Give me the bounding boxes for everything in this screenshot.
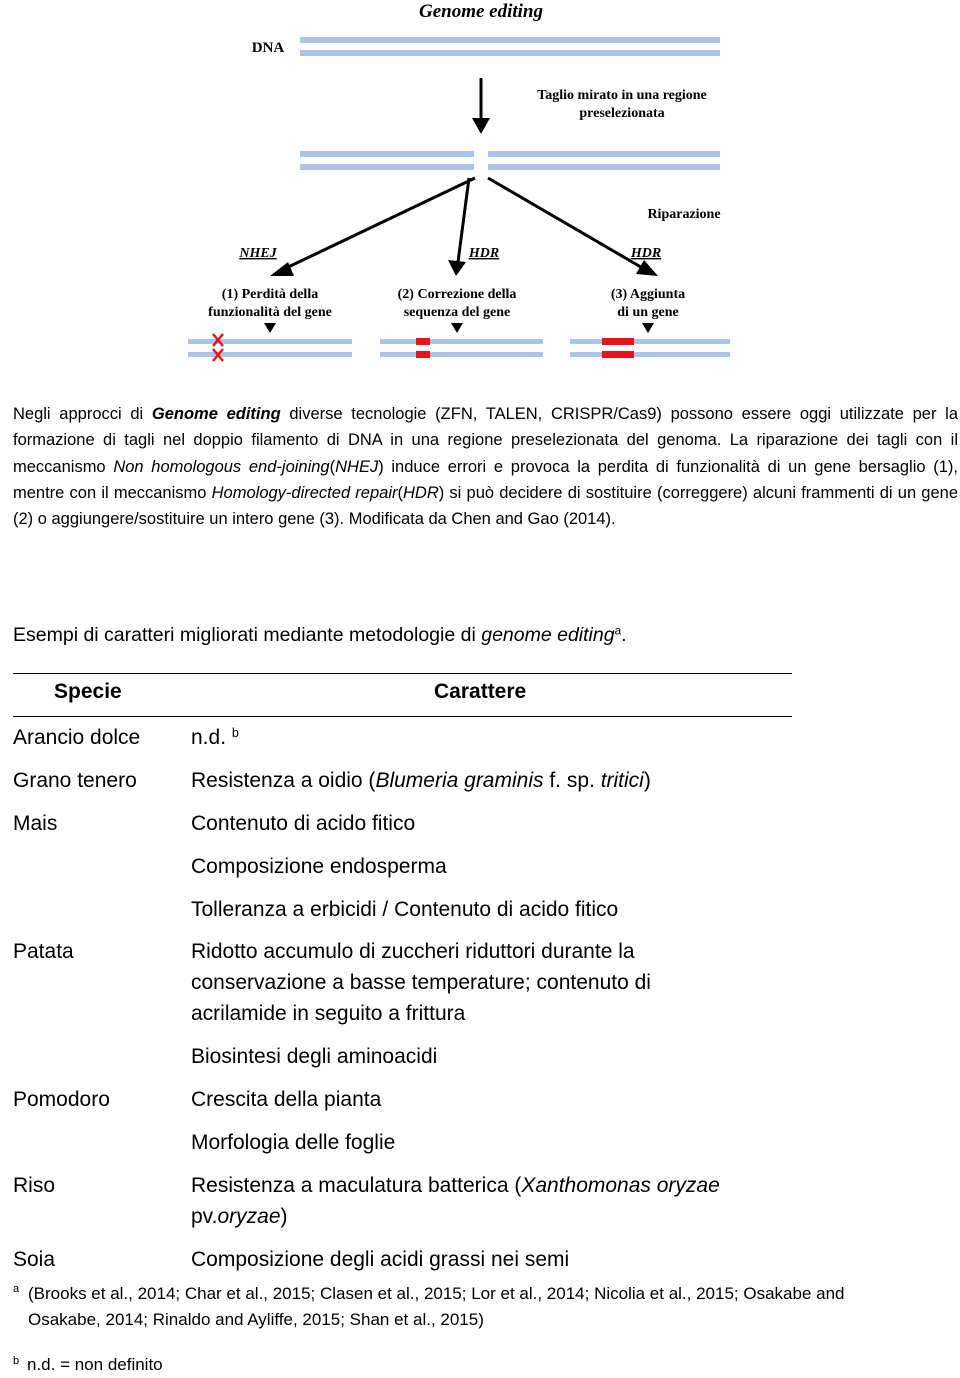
trait-oidio: Resistenza a oidio (Blumeria graminis f. sp. tritici) (191, 769, 651, 792)
corrected-segment (416, 338, 430, 345)
pointer-1-icon (264, 323, 276, 333)
repair-label: Riparazione (647, 207, 721, 222)
pointer-3-icon (642, 323, 654, 333)
table-top-rule (13, 673, 792, 674)
branch-2-label-line2: sequenza del gene (403, 305, 511, 320)
footnote-b: n.d. = non definito (27, 1355, 163, 1374)
footnote-a: (Brooks et al., 2014; Char et al., 2015; Clasen et al., 2015; Lor et al., 2014; Nicolia et al., 2015; Osakabe and Osakabe, 2014; Rinaldo and Ayliffe, 2015; Shan et al., 2015) (28, 1284, 845, 1329)
species-grano: Grano tenero (13, 769, 137, 792)
inserted-gene-segment (602, 338, 634, 345)
figure-caption: Negli approcci di Genome editing diverse tecnologie (ZFN, TALEN, CRISPR/Cas9) possono essere oggi utilizzate per la formazione di tagli nel doppio filamento di DNA in una regione preselezionata del genoma. La riparazione dei tagli con il meccanismo Non homologous end-joining(NHEJ) induce errori e provoca la perdita di funzionalità di un gene bersaglio (1), mentre con il meccanismo Homology-directed repair(HDR) si può decidere di sostituire (correggere) alcuni frammenti di un gene (2) o aggiungere/sostituire un intero gene (3). Modificata da Chen and Gao (2014). (13, 405, 959, 529)
trait-foglie: Morfologia delle foglie (191, 1131, 396, 1154)
branch-3-label-line1: (3) Aggiunta (610, 287, 686, 302)
branch-3-label-line2: di un gene (617, 305, 679, 320)
dna-double-strand (300, 37, 720, 56)
trait-zuccheri: Ridotto accumulo di zuccheri riduttori durante la conservazione a basse temperature; contenuto di acrilamide in seguito a frittura (191, 940, 651, 1025)
branch-1-mechanism: NHEJ (239, 246, 277, 261)
diagram-title: Genome editing (418, 1, 544, 22)
header-species: Specie (54, 680, 122, 703)
branch-arrows (282, 178, 646, 270)
branch-2-label-line1: (2) Correzione della (397, 287, 517, 302)
trait-aminoacidi: Biosintesi degli aminoacidi (191, 1045, 438, 1068)
cut-label-line2: preselezionata (579, 106, 665, 121)
branch-3-mechanism: HDR (630, 246, 662, 261)
cut-arrow-icon (472, 78, 490, 134)
footnote-a-mark: a (13, 1282, 20, 1295)
trait-acido-fitico: Contenuto di acido fitico (191, 812, 416, 835)
cut-label-line1: Taglio mirato in una regione (537, 88, 707, 103)
dna-cut-strand (300, 151, 720, 170)
table-title: Esempi di caratteri migliorati mediante metodologie di genome editing$^a$. (13, 624, 627, 646)
header-trait: Carattere (434, 680, 527, 703)
table-header-rule (13, 716, 792, 717)
species-patata: Patata (13, 940, 74, 963)
trait-endosperma: Composizione endosperma (191, 855, 447, 878)
species-mais: Mais (13, 812, 58, 835)
outcome-dna-3 (570, 338, 730, 358)
species-riso: Riso (13, 1174, 56, 1197)
branch-1-label-line1: (1) Perdità della (221, 287, 319, 302)
trait-nd: n.d. $^b$ (191, 726, 239, 749)
dna-label: DNA (251, 40, 285, 56)
footnote-b-mark: b (13, 1354, 20, 1367)
outcome-dna-1 (188, 334, 352, 361)
branch-2-mechanism: HDR (468, 246, 500, 261)
trait-maculatura: Resistenza a maculatura batterica (Xanthomonas oryzae pv.oryzae) (191, 1174, 720, 1228)
trait-crescita: Crescita della pianta (191, 1088, 382, 1111)
outcome-dna-2 (380, 338, 543, 358)
species-arancio: Arancio dolce (13, 726, 141, 749)
genome-editing-diagram (0, 0, 960, 370)
branch-1-label-line2: funzionalità del gene (208, 305, 332, 320)
trait-erbicidi: Tolleranza a erbicidi / Contenuto di acido fitico (191, 898, 619, 921)
species-pomodoro: Pomodoro (13, 1088, 110, 1111)
species-soia: Soia (13, 1248, 56, 1271)
arrowhead-icons (270, 260, 658, 276)
trait-acidi-grassi: Composizione degli acidi grassi nei semi (191, 1248, 570, 1271)
pointer-2-icon (451, 323, 463, 333)
